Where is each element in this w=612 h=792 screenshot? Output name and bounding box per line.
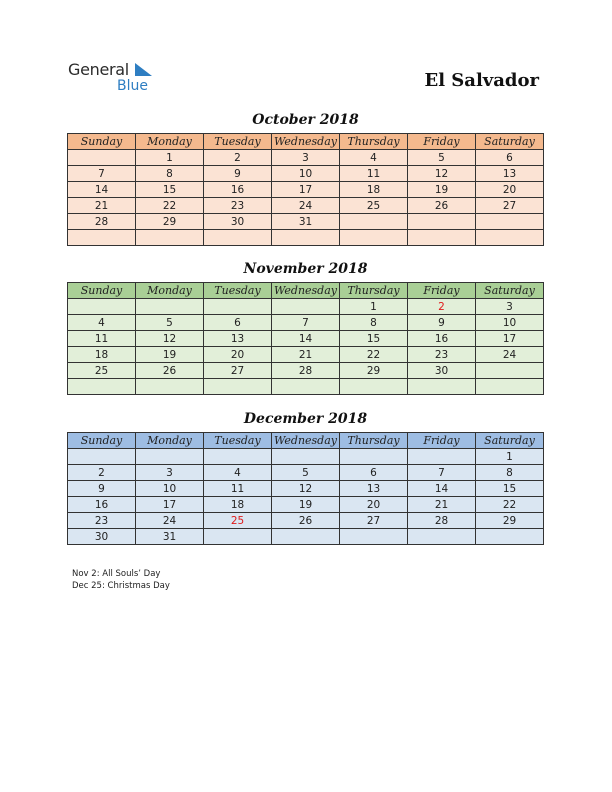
day-cell: 20 bbox=[476, 182, 544, 198]
day-cell: 22 bbox=[136, 198, 204, 214]
day-cell: 28 bbox=[68, 214, 136, 230]
day-cell: 7 bbox=[272, 315, 340, 331]
day-cell: 1 bbox=[136, 150, 204, 166]
empty-day-cell bbox=[340, 214, 408, 230]
holiday-note: Dec 25: Christmas Day bbox=[72, 581, 170, 591]
holiday-notes bbox=[72, 568, 170, 592]
day-cell: 28 bbox=[408, 513, 476, 529]
week-row bbox=[68, 465, 544, 481]
weekday-header-row bbox=[68, 433, 544, 449]
month-title-december: December 2018 bbox=[243, 411, 368, 427]
weekday-header-sunday: Sunday bbox=[68, 433, 136, 449]
day-cell: 6 bbox=[340, 465, 408, 481]
empty-day-cell bbox=[204, 379, 272, 395]
brand-logo bbox=[68, 61, 168, 97]
day-cell: 12 bbox=[272, 481, 340, 497]
day-cell: 24 bbox=[272, 198, 340, 214]
holiday-day-cell: 25 bbox=[204, 513, 272, 529]
empty-day-cell bbox=[408, 379, 476, 395]
day-cell: 13 bbox=[204, 331, 272, 347]
day-cell: 25 bbox=[68, 363, 136, 379]
weekday-header-row bbox=[68, 283, 544, 299]
day-cell: 19 bbox=[136, 347, 204, 363]
day-cell: 7 bbox=[68, 166, 136, 182]
weekday-header-row bbox=[68, 134, 544, 150]
empty-day-cell bbox=[408, 449, 476, 465]
day-cell: 5 bbox=[408, 150, 476, 166]
day-cell: 9 bbox=[68, 481, 136, 497]
day-cell: 14 bbox=[272, 331, 340, 347]
day-cell: 23 bbox=[68, 513, 136, 529]
empty-day-cell bbox=[68, 449, 136, 465]
day-cell: 13 bbox=[340, 481, 408, 497]
day-cell: 18 bbox=[340, 182, 408, 198]
weekday-header-thursday: Thursday bbox=[340, 283, 408, 299]
day-cell: 12 bbox=[408, 166, 476, 182]
day-cell: 30 bbox=[408, 363, 476, 379]
day-cell: 10 bbox=[136, 481, 204, 497]
day-cell: 10 bbox=[476, 315, 544, 331]
calendar-november bbox=[67, 282, 544, 395]
holiday-day-cell: 2 bbox=[408, 299, 476, 315]
empty-day-cell bbox=[204, 529, 272, 545]
day-cell: 29 bbox=[136, 214, 204, 230]
day-cell: 4 bbox=[340, 150, 408, 166]
day-cell: 23 bbox=[204, 198, 272, 214]
weekday-header-sunday: Sunday bbox=[68, 283, 136, 299]
day-cell: 2 bbox=[204, 150, 272, 166]
day-cell: 16 bbox=[408, 331, 476, 347]
day-cell: 26 bbox=[408, 198, 476, 214]
weekday-header-wednesday: Wednesday bbox=[272, 283, 340, 299]
day-cell: 17 bbox=[476, 331, 544, 347]
day-cell: 4 bbox=[204, 465, 272, 481]
week-row bbox=[68, 166, 544, 182]
day-cell: 15 bbox=[476, 481, 544, 497]
empty-day-cell bbox=[408, 529, 476, 545]
empty-day-cell bbox=[68, 379, 136, 395]
week-row bbox=[68, 513, 544, 529]
day-cell: 29 bbox=[340, 363, 408, 379]
day-cell: 29 bbox=[476, 513, 544, 529]
empty-day-cell bbox=[272, 299, 340, 315]
week-row bbox=[68, 150, 544, 166]
logo-word-general: General bbox=[68, 60, 129, 79]
day-cell: 3 bbox=[136, 465, 204, 481]
day-cell: 2 bbox=[68, 465, 136, 481]
day-cell: 20 bbox=[204, 347, 272, 363]
empty-day-cell bbox=[340, 230, 408, 246]
empty-day-cell bbox=[204, 299, 272, 315]
day-cell: 9 bbox=[204, 166, 272, 182]
day-cell: 21 bbox=[272, 347, 340, 363]
empty-day-cell bbox=[272, 449, 340, 465]
day-cell: 22 bbox=[476, 497, 544, 513]
day-cell: 3 bbox=[476, 299, 544, 315]
holiday-note: Nov 2: All Souls’ Day bbox=[72, 569, 161, 579]
empty-day-cell bbox=[136, 230, 204, 246]
day-cell: 20 bbox=[340, 497, 408, 513]
empty-day-cell bbox=[476, 214, 544, 230]
day-cell: 8 bbox=[136, 166, 204, 182]
day-cell: 22 bbox=[340, 347, 408, 363]
week-row bbox=[68, 529, 544, 545]
day-cell: 19 bbox=[272, 497, 340, 513]
day-cell: 17 bbox=[136, 497, 204, 513]
empty-day-cell bbox=[408, 230, 476, 246]
day-cell: 10 bbox=[272, 166, 340, 182]
week-row bbox=[68, 481, 544, 497]
day-cell: 25 bbox=[340, 198, 408, 214]
day-cell: 24 bbox=[136, 513, 204, 529]
day-cell: 28 bbox=[272, 363, 340, 379]
day-cell: 26 bbox=[136, 363, 204, 379]
empty-day-cell bbox=[136, 379, 204, 395]
empty-day-cell bbox=[68, 230, 136, 246]
week-row bbox=[68, 449, 544, 465]
week-row bbox=[68, 331, 544, 347]
empty-day-cell bbox=[136, 299, 204, 315]
day-cell: 11 bbox=[204, 481, 272, 497]
week-row bbox=[68, 198, 544, 214]
day-cell: 15 bbox=[136, 182, 204, 198]
logo-triangle-icon bbox=[133, 63, 155, 77]
day-cell: 16 bbox=[204, 182, 272, 198]
day-cell: 9 bbox=[408, 315, 476, 331]
weekday-header-friday: Friday bbox=[408, 134, 476, 150]
weekday-header-wednesday: Wednesday bbox=[272, 433, 340, 449]
day-cell: 11 bbox=[340, 166, 408, 182]
weekday-header-tuesday: Tuesday bbox=[204, 433, 272, 449]
week-row bbox=[68, 230, 544, 246]
weekday-header-friday: Friday bbox=[408, 283, 476, 299]
empty-day-cell bbox=[340, 529, 408, 545]
week-row bbox=[68, 315, 544, 331]
week-row bbox=[68, 347, 544, 363]
day-cell: 1 bbox=[476, 449, 544, 465]
day-cell: 31 bbox=[136, 529, 204, 545]
empty-day-cell bbox=[68, 150, 136, 166]
day-cell: 31 bbox=[272, 214, 340, 230]
calendar-december bbox=[67, 432, 544, 545]
weekday-header-saturday: Saturday bbox=[476, 433, 544, 449]
weekday-header-thursday: Thursday bbox=[340, 134, 408, 150]
weekday-header-monday: Monday bbox=[136, 134, 204, 150]
day-cell: 19 bbox=[408, 182, 476, 198]
day-cell: 27 bbox=[204, 363, 272, 379]
empty-day-cell bbox=[476, 529, 544, 545]
empty-day-cell bbox=[340, 379, 408, 395]
day-cell: 6 bbox=[476, 150, 544, 166]
day-cell: 16 bbox=[68, 497, 136, 513]
weekday-header-sunday: Sunday bbox=[68, 134, 136, 150]
day-cell: 30 bbox=[204, 214, 272, 230]
empty-day-cell bbox=[272, 379, 340, 395]
week-row bbox=[68, 363, 544, 379]
weekday-header-thursday: Thursday bbox=[340, 433, 408, 449]
day-cell: 6 bbox=[204, 315, 272, 331]
weekday-header-monday: Monday bbox=[136, 283, 204, 299]
day-cell: 1 bbox=[340, 299, 408, 315]
day-cell: 7 bbox=[408, 465, 476, 481]
empty-day-cell bbox=[68, 299, 136, 315]
empty-day-cell bbox=[204, 230, 272, 246]
empty-day-cell bbox=[136, 449, 204, 465]
weekday-header-wednesday: Wednesday bbox=[272, 134, 340, 150]
day-cell: 27 bbox=[340, 513, 408, 529]
weekday-header-tuesday: Tuesday bbox=[204, 283, 272, 299]
week-row bbox=[68, 497, 544, 513]
weekday-header-friday: Friday bbox=[408, 433, 476, 449]
day-cell: 21 bbox=[68, 198, 136, 214]
day-cell: 8 bbox=[476, 465, 544, 481]
weekday-header-tuesday: Tuesday bbox=[204, 134, 272, 150]
day-cell: 21 bbox=[408, 497, 476, 513]
day-cell: 23 bbox=[408, 347, 476, 363]
week-row bbox=[68, 182, 544, 198]
day-cell: 11 bbox=[68, 331, 136, 347]
day-cell: 5 bbox=[136, 315, 204, 331]
day-cell: 18 bbox=[68, 347, 136, 363]
week-row bbox=[68, 299, 544, 315]
day-cell: 13 bbox=[476, 166, 544, 182]
empty-day-cell bbox=[408, 214, 476, 230]
weekday-header-monday: Monday bbox=[136, 433, 204, 449]
week-row bbox=[68, 379, 544, 395]
calendar-october bbox=[67, 133, 544, 246]
day-cell: 4 bbox=[68, 315, 136, 331]
day-cell: 30 bbox=[68, 529, 136, 545]
day-cell: 5 bbox=[272, 465, 340, 481]
empty-day-cell bbox=[476, 363, 544, 379]
day-cell: 8 bbox=[340, 315, 408, 331]
empty-day-cell bbox=[204, 449, 272, 465]
empty-day-cell bbox=[476, 379, 544, 395]
empty-day-cell bbox=[476, 230, 544, 246]
week-row bbox=[68, 214, 544, 230]
day-cell: 12 bbox=[136, 331, 204, 347]
day-cell: 27 bbox=[476, 198, 544, 214]
weekday-header-saturday: Saturday bbox=[476, 283, 544, 299]
logo-word-blue: Blue bbox=[117, 78, 148, 94]
day-cell: 14 bbox=[68, 182, 136, 198]
day-cell: 3 bbox=[272, 150, 340, 166]
weekday-header-saturday: Saturday bbox=[476, 134, 544, 150]
month-title-october: October 2018 bbox=[252, 112, 359, 128]
day-cell: 26 bbox=[272, 513, 340, 529]
day-cell: 17 bbox=[272, 182, 340, 198]
country-title: El Salvador bbox=[424, 70, 539, 91]
month-title-november: November 2018 bbox=[243, 261, 368, 277]
empty-day-cell bbox=[340, 449, 408, 465]
empty-day-cell bbox=[272, 529, 340, 545]
day-cell: 14 bbox=[408, 481, 476, 497]
day-cell: 18 bbox=[204, 497, 272, 513]
day-cell: 15 bbox=[340, 331, 408, 347]
day-cell: 24 bbox=[476, 347, 544, 363]
empty-day-cell bbox=[272, 230, 340, 246]
